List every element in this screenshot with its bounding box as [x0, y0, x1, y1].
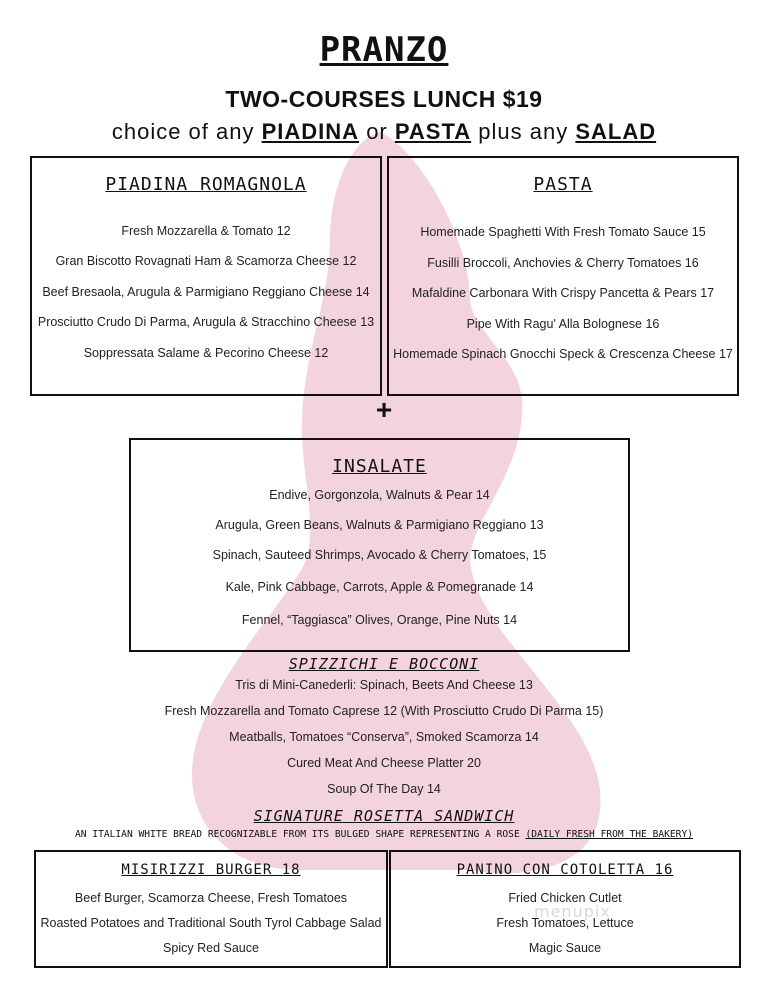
pasta-item: Homemade Spaghetti With Fresh Tomato Sauce 15 [420, 225, 706, 239]
watermark: menupix [534, 902, 611, 921]
panino-item: Magic Sauce [528, 941, 602, 955]
spizzichi-item: Fresh Mozzarella and Tomato Caprese 12 (With Prosciutto Crudo Di Parma 15) [164, 704, 604, 718]
pasta-item: Pipe With Ragu' Alla Bolognese 16 [466, 317, 660, 331]
insalate-item: Fennel, “Taggiasca” Olives, Orange, Pine Nuts 14 [241, 613, 518, 627]
pasta-title: PASTA [533, 174, 593, 195]
piadina-item: Gran Biscotto Rovagnati Ham & Scamorza Cheese 12 [55, 254, 357, 268]
piadina-item: Prosciutto Crudo Di Parma, Arugula & Stracchino Cheese 13 [37, 315, 375, 329]
rosetta-desc-text: AN ITALIAN WHITE BREAD RECOGNIZABLE FROM ITS BULGED SHAPE REPRESENTING A ROSE [74, 829, 520, 840]
pasta-section [387, 156, 739, 396]
rosetta-title: SIGNATURE ROSETTA SANDWICH [253, 807, 515, 825]
choice-plus: plus any [478, 119, 569, 144]
spizzichi-item: Tris di Mini-Canederli: Spinach, Beets And Cheese 13 [235, 678, 533, 692]
choice-piadina: PIADINA [261, 119, 360, 144]
choice-prefix: choice of any [111, 119, 255, 144]
insalate-item: Spinach, Sauteed Shrimps, Avocado & Cherry Tomatoes, 15 [212, 548, 547, 562]
piadina-item: Beef Bresaola, Arugula & Parmigiano Reggiano Cheese 14 [42, 285, 370, 299]
spizzichi-item: Cured Meat And Cheese Platter 20 [287, 756, 481, 770]
burger-title: MISIRIZZI BURGER 18 [121, 862, 301, 878]
insalate-section [129, 438, 630, 652]
spizzichi-item: Soup Of The Day 14 [327, 782, 441, 796]
burger-section [34, 850, 388, 968]
lunch-offer: TWO-COURSES LUNCH $19 [225, 86, 543, 112]
piadina-title: PIADINA ROMAGNOLA [105, 174, 307, 195]
page-title: PRANZO [319, 30, 449, 70]
insalate-item: Endive, Gorgonzola, Walnuts & Pear 14 [269, 488, 490, 502]
spizzichi-item: Meatballs, Tomatoes “Conserva”, Smoked Scamorza 14 [229, 730, 539, 744]
panino-item: Fried Chicken Cutlet [508, 891, 622, 905]
plus-sign: + [375, 394, 393, 425]
spizzichi-title: SPIZZICHI E BOCCONI [288, 655, 480, 673]
pasta-item: Fusilli Broccoli, Anchovies & Cherry Tomatoes 16 [427, 256, 699, 270]
choice-pasta: PASTA [394, 119, 472, 144]
insalate-item: Arugula, Green Beans, Walnuts & Parmigiano Reggiano 13 [215, 518, 544, 532]
piadina-item: Soppressata Salame & Pecorino Cheese 12 [83, 346, 329, 360]
pasta-item: Mafaldine Carbonara With Crispy Pancetta & Pears 17 [411, 286, 715, 300]
insalate-title: INSALATE [332, 456, 427, 477]
piadina-item: Fresh Mozzarella & Tomato 12 [121, 224, 291, 238]
choice-or: or [366, 119, 388, 144]
rosetta-description [0, 829, 768, 840]
choice-line [0, 119, 768, 145]
pasta-item: Homemade Spinach Gnocchi Speck & Crescenza Cheese 17 [393, 347, 733, 361]
burger-item: Beef Burger, Scamorza Cheese, Fresh Tomatoes [74, 891, 348, 905]
burger-item: Spicy Red Sauce [163, 941, 259, 955]
panino-title: PANINO CON COTOLETTA 16 [456, 862, 674, 878]
piadina-section [30, 156, 382, 396]
panino-item: Fresh Tomatoes, Lettuce [496, 916, 634, 930]
choice-salad: SALAD [575, 119, 657, 144]
burger-item: Roasted Potatoes and Traditional South Tyrol Cabbage Salad [40, 916, 382, 930]
rosetta-desc-note: (DAILY FRESH FROM THE BAKERY) [525, 829, 694, 840]
insalate-item: Kale, Pink Cabbage, Carrots, Apple & Pomegranade 14 [225, 580, 534, 594]
